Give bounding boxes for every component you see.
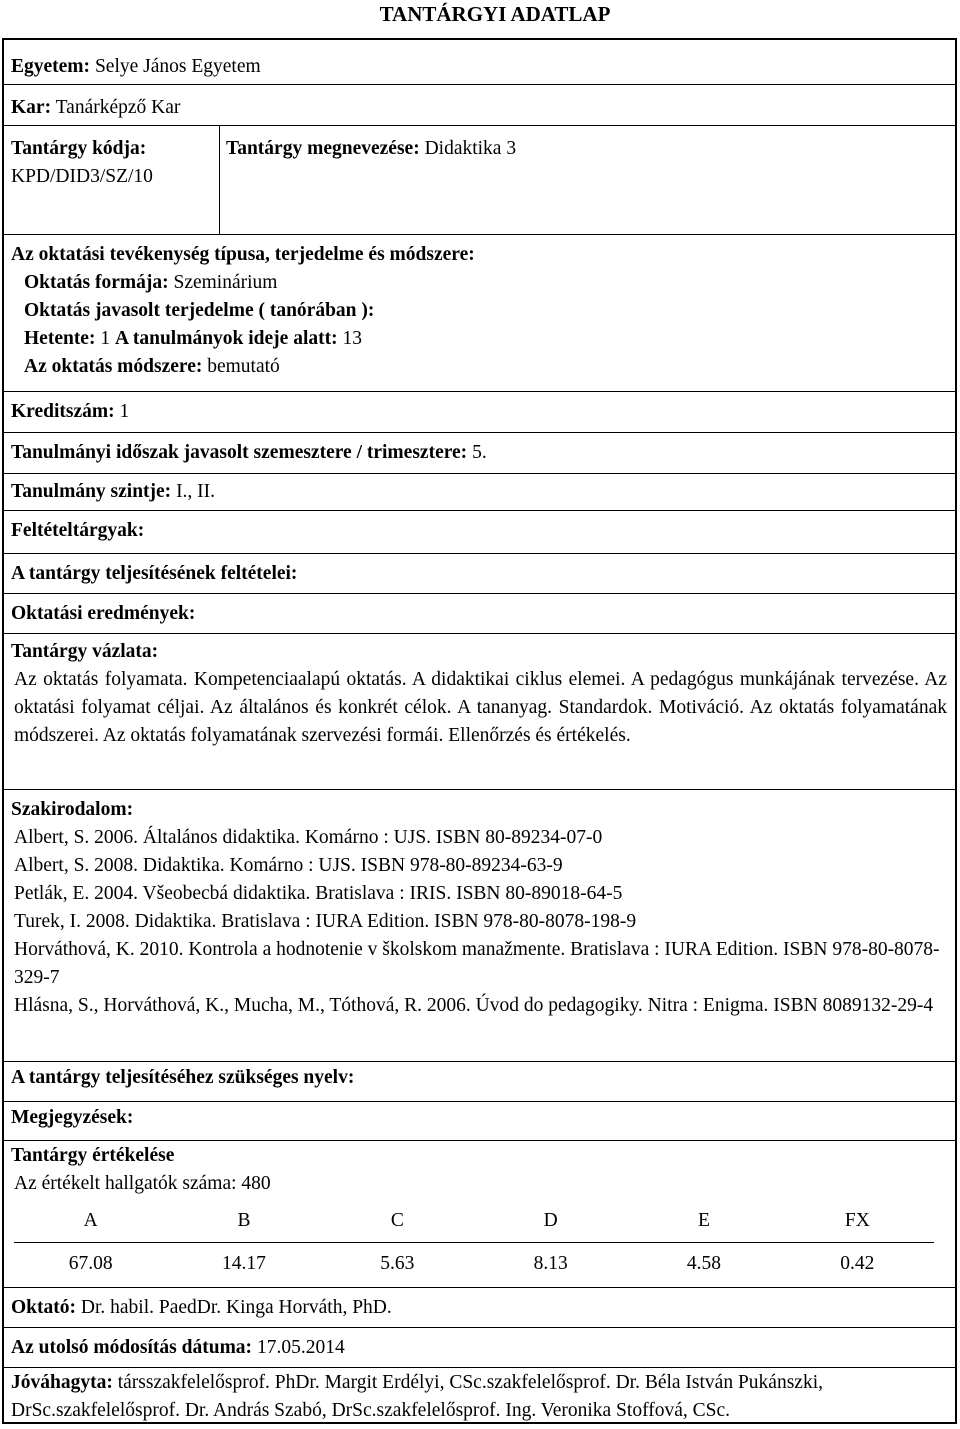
level-row <box>4 474 955 511</box>
outline-text: Az oktatás folyamata. Kompetenciaalapú oktatás. A didaktikai ciklus elemei. A pedagógus munkájának tervezése. Az oktatási folyamat céljai. Az általános és konkrét célok. A tananyag. Standardok. Motiváció. Az oktatás folyamatának módszerei. Az oktatás folyamatának szervezési formái. Ellenőrzés és értékelés. <box>14 669 947 746</box>
course-code-label: Tantárgy kódja: <box>11 138 147 159</box>
faculty-label: Kar: <box>11 97 52 118</box>
university-value: Selye János Egyetem <box>94 56 261 77</box>
grades-table <box>14 1200 934 1285</box>
conditions-label: A tantárgy teljesítésének feltételei: <box>11 563 298 584</box>
activity-heading: Az oktatási tevékenység típusa, terjedelme és módszere: <box>11 244 475 265</box>
grade-label: FX <box>781 1200 934 1243</box>
semester-row <box>4 433 955 474</box>
literature-item: Albert, S. 2006. Általános didaktika. Komárno : UJS. ISBN 80-89234-07-0 <box>14 827 603 848</box>
notes-label: Megjegyzések: <box>11 1107 134 1128</box>
literature-row <box>4 790 955 1062</box>
outline-label: Tantárgy vázlata: <box>11 641 159 662</box>
literature-item: Petlák, E. 2004. Všeobecbá didaktika. Bratislava : IRIS. ISBN 80-89018-64-5 <box>14 883 623 904</box>
grade-label: E <box>627 1200 780 1243</box>
activity-method: Az oktatás módszere: bemutató <box>24 356 280 377</box>
literature-list <box>11 824 947 1020</box>
grade-label: C <box>321 1200 474 1243</box>
course-name-value: Didaktika 3 <box>424 138 517 159</box>
grade-value: 67.08 <box>68 1253 113 1274</box>
modified-label: Az utolsó módosítás dátuma: <box>11 1337 253 1358</box>
evaluation-row <box>4 1141 955 1288</box>
outline-row <box>4 634 955 790</box>
prerequisites-label: Feltételtárgyak: <box>11 520 145 541</box>
language-label: A tantárgy teljesítéséhez szükséges nyelv: <box>11 1067 355 1088</box>
grade-value: 8.13 <box>533 1253 568 1274</box>
modified-row <box>4 1328 955 1368</box>
approved-value: társszakfelelősprof. PhDr. Margit Erdélyi, CSc.szakfelelősprof. Dr. Béla István Pukánszki, DrSc.szakfelelősprof. Dr. András Szabó, DrSc.szakfelelősprof. Ing. Veronika Stoffová, CSc. <box>11 1372 823 1421</box>
literature-item: Hlásna, S., Horváthová, K., Mucha, M., Tóthová, R. 2006. Úvod do pedagogiky. Nitra : Enigma. ISBN 8089132-29-4 <box>14 995 934 1016</box>
literature-item: Turek, I. 2008. Didaktika. Bratislava : IURA Edition. ISBN 978-80-8078-198-9 <box>14 911 637 932</box>
modified-value: 17.05.2014 <box>256 1337 345 1358</box>
approved-row <box>4 1368 955 1424</box>
literature-item: Horváthová, K. 2010. Kontrola a hodnotenie v školskom manažmente. Bratislava : IURA Edition. ISBN 978-80-8078-329-7 <box>14 939 940 988</box>
course-row <box>4 126 955 235</box>
level-label: Tanulmány szintje: <box>11 481 172 502</box>
credits-value: 1 <box>119 401 130 422</box>
faculty-row <box>4 85 955 126</box>
outcomes-row <box>4 594 955 634</box>
grade-label: A <box>14 1200 167 1243</box>
level-value: I., II. <box>176 481 216 502</box>
language-row <box>4 1062 955 1102</box>
evaluation-label: Tantárgy értékelése <box>11 1145 175 1166</box>
prerequisites-row <box>4 511 955 554</box>
approved-label: Jóváhagyta: <box>11 1372 113 1393</box>
faculty-value: Tanárképző Kar <box>55 97 181 118</box>
credits-label: Kreditszám: <box>11 401 115 422</box>
grade-value: 4.58 <box>686 1253 722 1274</box>
semester-value: 5. <box>472 442 487 463</box>
activity-row <box>4 235 955 392</box>
grade-value: 0.42 <box>840 1253 875 1274</box>
grades-value-row <box>14 1243 934 1286</box>
literature-item: Albert, S. 2008. Didaktika. Komárno : UJS. ISBN 978-80-89234-63-9 <box>14 855 563 876</box>
notes-row <box>4 1102 955 1141</box>
teacher-value: Dr. habil. PaedDr. Kinga Horváth, PhD. <box>80 1297 392 1318</box>
evaluation-students: Az értékelt hallgatók száma: 480 <box>14 1173 271 1194</box>
teacher-row <box>4 1288 955 1328</box>
university-row <box>4 40 955 85</box>
course-name-label: Tantárgy megnevezése: <box>226 138 420 159</box>
teacher-label: Oktató: <box>11 1297 76 1318</box>
university-label: Egyetem: <box>11 56 91 77</box>
document-title: TANTÁRGYI ADATLAP <box>379 2 611 26</box>
literature-label: Szakirodalom: <box>11 799 134 820</box>
course-code-value: KPD/DID3/SZ/10 <box>11 166 153 187</box>
grade-label: B <box>167 1200 320 1243</box>
activity-form: Oktatás formája: Szeminárium <box>24 272 278 293</box>
credits-row <box>4 392 955 433</box>
data-sheet-frame <box>2 38 957 1424</box>
semester-label: Tanulmányi időszak javasolt szemesztere / trimesztere: <box>11 442 468 463</box>
activity-hours: Hetente: 1 A tanulmányok ideje alatt: 13 <box>24 328 362 349</box>
grade-label: D <box>474 1200 627 1243</box>
course-divider <box>219 126 220 234</box>
grades-header-row <box>14 1200 934 1243</box>
outcomes-label: Oktatási eredmények: <box>11 603 196 624</box>
grade-value: 14.17 <box>222 1253 266 1274</box>
grade-value: 5.63 <box>380 1253 415 1274</box>
conditions-row <box>4 554 955 594</box>
activity-scope: Oktatás javasolt terjedelme ( tanórában ): <box>24 300 375 321</box>
